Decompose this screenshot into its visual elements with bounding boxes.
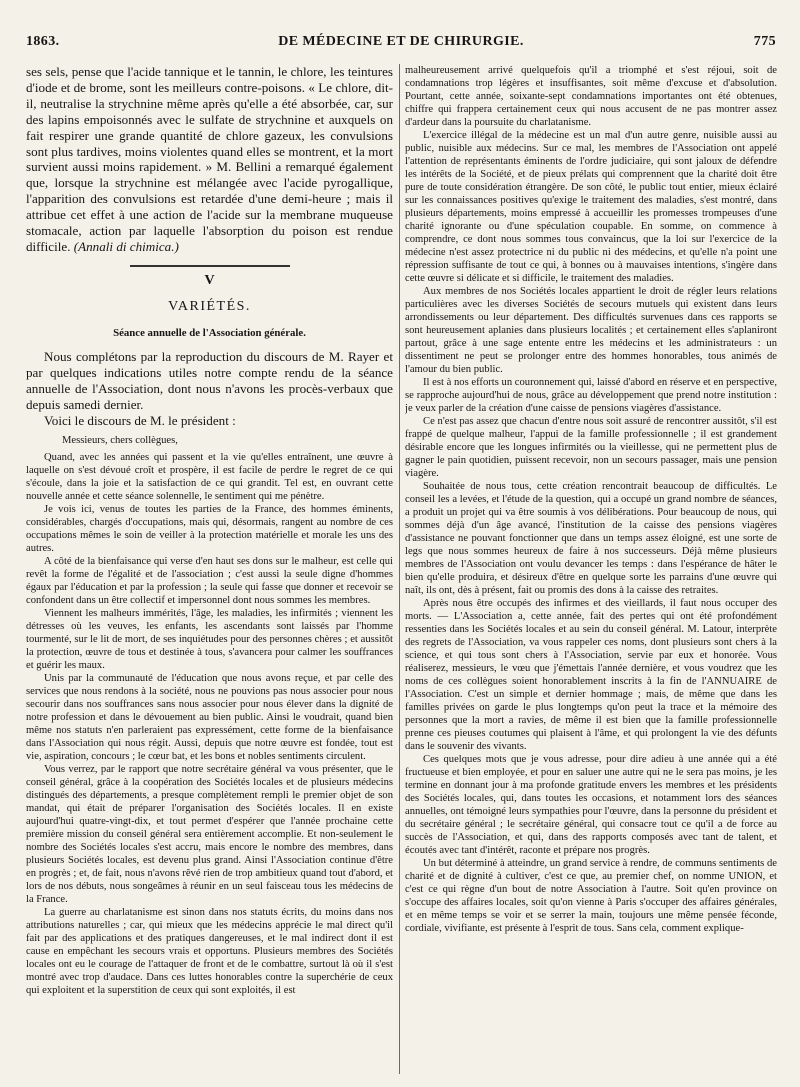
column-rule bbox=[399, 64, 400, 1074]
header-year: 1863. bbox=[26, 34, 60, 49]
left-column bbox=[26, 64, 393, 1074]
speech-paragraph: L'exercice illégal de la médecine est un mal d'un autre genre, nuisible aussi au public, nuisible aux médecins. Sur ce mal, les membres de l'Association ont appelé l'attention de représentants éminents de l'ordre judiciaire, qui sont jaloux de défendre les intérêts de la Société, et de pieux prélats qui comprennent que la charité doit être pure de toute considération étrangère. De son côté, le public tout entier, mieux éclairé sur les connaissances positives qu'exige le traitement des maladies, s'est montré, dans plusieurs départements, moins empressé à accueillir les promesses trompeuses d'une charité ignorante ou d'une spéculation coupable. En somme, on commence à comprendre, ce dont nous sommes tous convaincus, que la loi sur l'exercice de la médecine n'est assez protectrice ni du public ni des médecins, et qu'elle n'a point une répression suffisante de tout ce qui, à bonnes ou à mauvaises intentions, s'ingère dans cette œuvre si délicate et si difficile, le traitement des maladies. bbox=[405, 130, 777, 284]
section-divider bbox=[130, 265, 290, 267]
speech-paragraph: malheureusement arrivé quelquefois qu'il a triomphé et s'est réjoui, soit de condamnations trop légères et insuffisantes, soit même d'excuse et d'absolution. Pourtant, cette année, soixante-sept condamnations importantes ont été obtenues, chiffre qui frappera certainement ceux qui nous accusent de ne pas montrer assez d'ardeur dans la poursuite du charlatanisme. bbox=[405, 65, 777, 128]
speech-paragraph: A côté de la bienfaisance qui verse d'en haut ses dons sur le malheur, est celle qui revêt la forme de l'égalité et de l'association ; c'est aussi la seule digne d'hommes égaux par l'éducation et par la profession ; la seule qui fasse que donner et recevoir se confondent dans un être collectif et impersonnel dont nous sommes les membres. bbox=[26, 556, 393, 607]
speech-paragraph: Aux membres de nos Sociétés locales appartient le droit de régler leurs relations particulières avec les diverses Sociétés de secours mutuels qui existent dans leurs arrondissements ou leur département. Des difficultés survenues dans ces rapports se sont heureusement aplanies dans plusieurs localités ; et certainement elles s'aplaniront partout, grâce à une sage entente entre les médecins et les administrateurs : un dissentiment ne peut se prolonger entre des hommes honorables, tous animés de l'amour du bien public. bbox=[405, 286, 777, 375]
speech-paragraph: Viennent les malheurs immérités, l'âge, les maladies, les infirmités ; viennent les détresses où les veuves, les enfants, les ascendants sont laissés par l'homme tourmenté, sur le lit de mort, de ses inquiétudes pour des personnes chères ; et aussitôt la protection, œuvre de tous et destinée à tous, s'avancera pour calmer les souffrances et guérir les maux. bbox=[26, 608, 393, 672]
page-number: 775 bbox=[753, 34, 776, 49]
speech-paragraph: Vous verrez, par le rapport que notre secrétaire général va vous présenter, que le conseil général, grâce à la coopération des Sociétés locales et de plusieurs médecins distingués des départements, a presque complètement rempli le premier objet de son mandat, qui était de préparer l'organisation des Sociétés locales. Il en existe aujourd'hui quatre-vingt-dix, et tout permet d'espérer que l'année prochaine cette première mission du conseil général sera entièrement accomplie. Et non-seulement le nombre des Sociétés locales s'est accru, mais encore le nombre des membres, dans plusieurs Sociétés locales, est devenu plus grand. Ainsi l'Association continue d'être en progrès ; et, de fait, nous n'avons rêvé rien de trop ambitieux quand tout d'abord, et lors de nos débuts, nous songeâmes à réunir en un seul faisceau tous les médecins de la France. bbox=[26, 764, 393, 906]
speech-paragraph: Ces quelques mots que je vous adresse, pour dire adieu à une année qui a été fructueuse et bien employée, et pour en saluer une autre qui ne le sera pas moins, je les termine en donnant jour à ma profonde gratitude envers les membres et les présidents des Sociétés locales, qui, dans toutes les occasions, et notamment lors des séances annuelles, ont témoigné leurs sympathies pour l'œuvre, dans la personne du président et du secrétaire général ; le secrétaire général, qui consacre tout ce qu'il a de force au succès de l'Association, et qui, dans des rapports composés avec tant de talent, et écoutés avec tant d'intérêt, raconte et prépare nos progrès. bbox=[405, 754, 777, 856]
speech-paragraph: Après nous être occupés des infirmes et des vieillards, il faut nous occuper des morts. — L'Association a, cette année, fait des pertes qui ont été profondément ressenties dans les Sociétés locales et au sein du conseil général. M. Latour, interprète des regrets de l'Association, va vous rappeler ces noms, dont plusieurs sont chers à la science, et qui tous sont chers à l'Association, servie par eux et honorée. Vous réaliserez, messieurs, le vœu que j'émettais l'année dernière, et vous voudrez que les noms de ces collègues soient honorablement inscrits à la fin de l'ANNUAIRE de l'Association. C'est un simple et dernier hommage ; mais, de même que dans les familles privées on garde le plus longtemps qu'on peut la trace et la mémoire des personnes que la mort a ravies, de même il est bien que la famille professionnelle prenne ces pieuses coutumes qui plaisent à l'âme, et qui prolongent la vie des défunts dans le souvenir des vivants. bbox=[405, 598, 777, 752]
speech-paragraph: Souhaitée de nous tous, cette création rencontrait beaucoup de difficultés. Le conseil les a levées, et l'étude de la question, qui a occupé un grand nombre de séances, a produit un projet qui va être soumis à vos délibérations. Pour beaucoup de nous, qui sommes déjà d'un âge avancé, l'institution de la caisse des pensions viagères d'assistance ne pouvant fonctionner que dans un temps assez éloigné, est une sorte de legs que nous sommes heureux de faire à nos successeurs. Déjà même plusieurs membres de l'Association ont voulu devancer les temps : dans l'espérance de hâter le bien qu'elle produira, et désireux d'être en quelque sorte les parrains d'une œuvre qui naît, ils ont, dès à présent, fait ou promis des dons à la caisse des retraites. bbox=[405, 481, 777, 596]
speech-paragraph: Je vois ici, venus de toutes les parties de la France, des hommes éminents, considérables, chargés d'occupations, mais qui, désormais, rangent au nombre de ces occupations mêmes le soin de veiller à la protection matérielle et morale les uns des autres. bbox=[26, 504, 393, 555]
speech-paragraph: Ce n'est pas assez que chacun d'entre nous soit assuré de rencontrer aussitôt, s'il est frappé de quelque malheur, l'appui de la famille professionnelle ; il est grandement désirable encore que les longues infirmités ou la vieillesse, qui ne permettent plus de gagner le pain quotidien, puissent recevoir, non un secours passager, mais une pension viagère. bbox=[405, 416, 777, 479]
paragraph-strychnine-text: ses sels, pense que l'acide tannique et le tannin, le chlore, les teintures d'iode et de brome, sont les meilleurs contre-poisons. « Le chlore, dit-il, neutralise la strychnine même après qu'elle a été absorbée, car, sur des lapins empoisonnés avec le sulfate de strychnine et auxquels on fait respirer une grande quantité de chlore gazeux, les convulsions sont plus tardives, moins violentes quand elles se montrent, et la mort survient aussi moins rapidement. » M. Bellini a remarqué également que, lorsque la strychnine est mélangée avec l'acide pyrogallique, l'apparition des convulsions est retardée d'une demi-heure ; mais il attribue cet effet à une action de l'acide sur la membrane muqueuse stomacale, action par laquelle l'absorption du poison est rendue difficile. bbox=[26, 64, 393, 254]
speech-salutation: Messieurs, chers collègues, bbox=[62, 435, 178, 447]
section-number: V bbox=[204, 272, 215, 288]
running-header bbox=[26, 34, 776, 54]
section-title: VARIÉTÉS. bbox=[168, 298, 251, 314]
speech-paragraph: Un but déterminé à atteindre, un grand service à rendre, de communs sentiments de charité et de dignité à cultiver, c'est ce que, au premier chef, on nomme UNION, et c'est ce qui règne d'un bout de notre Association à l'autre. Soit qu'en province on s'occupe des affaires locales, soit qu'on vienne à Paris s'occuper des affaires générales, et en même temps se voir et se serrer la main, toujours une même pensée féconde, cordiale, vivifiante, est présente à l'esprit de tous. Sans cela, comment explique- bbox=[405, 858, 777, 934]
speech-paragraph: Quand, avec les années qui passent et la vie qu'elles entraînent, une œuvre à laquelle on s'est dévoué croît et prospère, il est facile de perdre le regret de ce qui s'écoule, dans la joie et la satisfaction de ce qui grandit. Tel est, en ouvrant cette nouvelle année et cette séance solennelle, le sentiment qui me pénètre. bbox=[26, 452, 393, 503]
intro-paragraph-2: Voici le discours de M. le président : bbox=[44, 412, 236, 428]
paragraph-strychnine bbox=[26, 64, 393, 255]
speech-paragraph: La guerre au charlatanisme est sinon dans nos statuts écrits, du moins dans nos attributions naturelles ; car, qui mieux que les médecins apprécie le mal direct qu'il fait par des applications et des pratiques dangereuses, et le mal indirect dont il est cause en empêchant les secours vrais et opportuns. Plusieurs membres des Sociétés locales ont eu le courage de l'attaquer de front et de le combattre, surtout là où il s'est montré avec trop d'audace. Dans ces luttes honorables contre la superchérie de ceux qui exploitent et la superstition de ceux qui sont exploités, il est bbox=[26, 907, 393, 997]
right-column bbox=[405, 64, 777, 1074]
header-title: DE MÉDECINE ET DE CHIRURGIE. bbox=[278, 34, 524, 49]
speech-paragraph: Unis par la communauté de l'éducation que nous avons reçue, et par celle des services que nous rendons à la société, nous ne pouvions pas nous associer pour nous secourir dans nos souffrances sans nous associer pour nous élever dans la dignité de notre profession et dans le dévouement au bien public. Ainsi le voudrait, quand bien même nos statuts n'en parleraient pas expressément, cette forme de la bienfaisance dans l'Association qui nous régit. Aussi, depuis que notre œuvre est fondée, tout est vie, aspiration, concours ; le cœur bat, et les bons et nobles sentiments circulent. bbox=[26, 673, 393, 763]
citation: (Annali di chimica.) bbox=[73, 238, 179, 254]
subsection-title: Séance annuelle de l'Association générale. bbox=[113, 326, 306, 339]
intro-paragraph: Nous complétons par la reproduction du discours de M. Rayer et par quelques indications utiles notre compte rendu de la séance annuelle de l'Association, dont nous n'avons les procès-verbaux que depuis samedi dernier. bbox=[26, 348, 393, 412]
speech-paragraph: Il est à nos efforts un couronnement qui, laissé d'abord en réserve et en perspective, se rapproche aujourd'hui de nous, grâce au développement que prend notre institution : je veux parler de la création d'une caisse de pensions viagères d'assistance. bbox=[405, 377, 777, 414]
